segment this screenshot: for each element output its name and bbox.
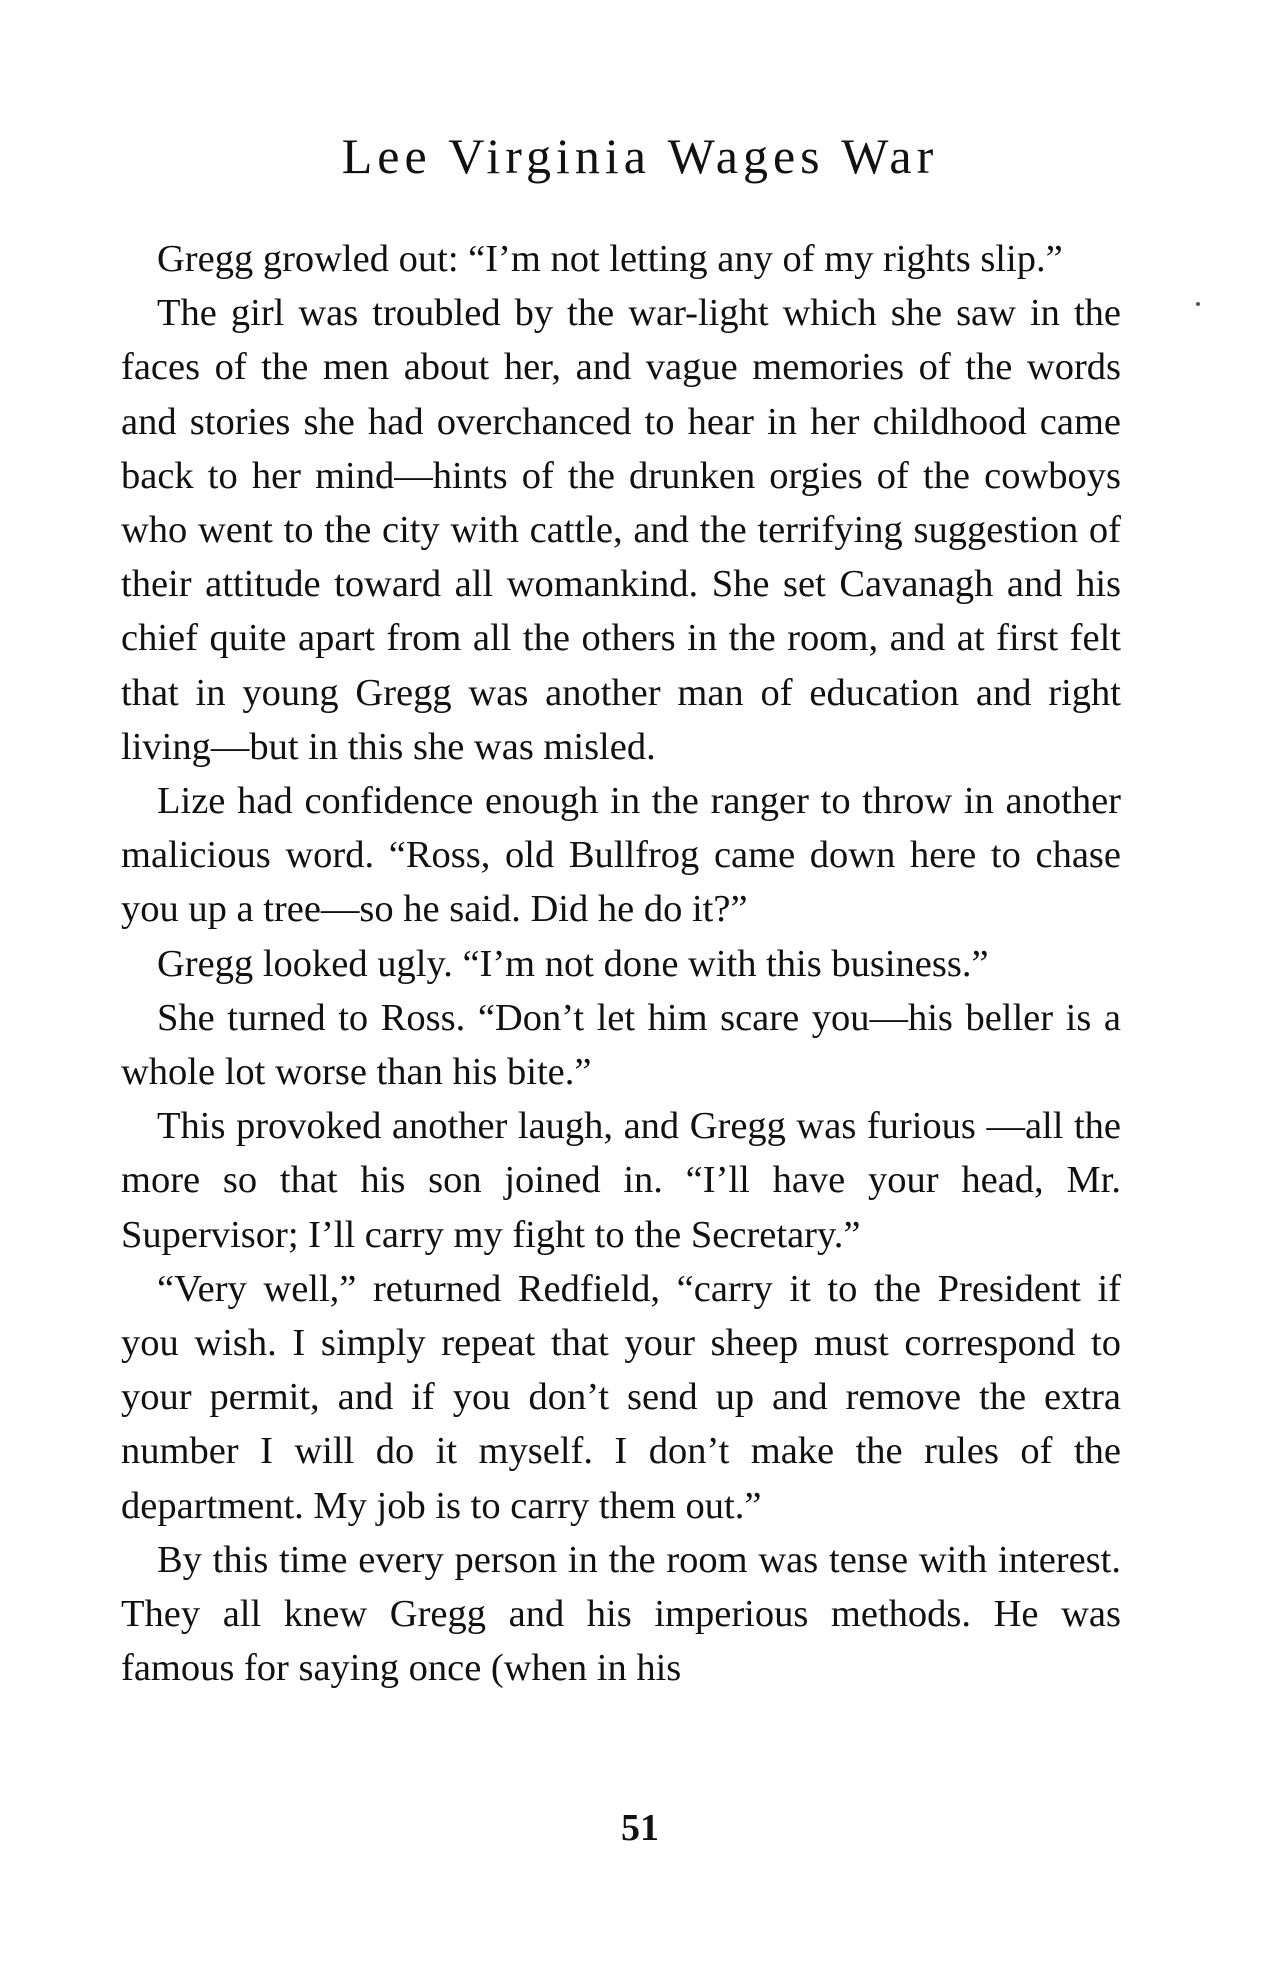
paragraph: The girl was troubled by the war-light which she saw in the faces of the men about her, and vague memories of the words and stories she had overchanced to hear in her childhood came back to her mind—hints of the drunken orgies of the cowboys who went to the city with cattle, and the terrifying suggestion of their attitude toward all womankind. She set Cavanagh and his chief quite apart from all the others in the room, and at first felt that in young Gregg was another man of education and right living—but in this she was misled. bbox=[121, 292, 1121, 768]
paragraph: “Very well,” returned Redfield, “carry it to the President if you wish. I simply repeat that your sheep must correspond to your permit, and if you don’t send up and remove the extra number I will do it myself. I don’t make the rules of the department. My job is to carry them out.” bbox=[121, 1267, 1121, 1527]
paragraph: Lize had confidence enough in the ranger to throw in another malicious word. “Ross, old Bullfrog came down here to chase you up a tree—so he said. Did he do it?” bbox=[121, 780, 1121, 931]
paragraph: By this time every person in the room was tense with interest. They all knew Gregg and his imperious methods. He was famous for saying once (when in his bbox=[121, 1538, 1121, 1690]
running-head: Lee Virginia Wages War bbox=[341, 128, 939, 184]
body-text bbox=[121, 232, 1121, 1695]
paragraph: Gregg growled out: “I’m not letting any of my rights slip.” bbox=[157, 238, 1063, 280]
page-number: 51 bbox=[621, 1807, 659, 1849]
scan-speck bbox=[1196, 302, 1200, 306]
paragraph: This provoked another laugh, and Gregg was furious —all the more so that his son joined in. “I’ll have your head, Mr. Supervisor; I’ll carry my fight to the Secretary.” bbox=[121, 1105, 1121, 1256]
paragraph: She turned to Ross. “Don’t let him scare you—his beller is a whole lot worse than his bite.” bbox=[121, 996, 1121, 1094]
paragraph: Gregg looked ugly. “I’m not done with this business.” bbox=[157, 942, 989, 985]
